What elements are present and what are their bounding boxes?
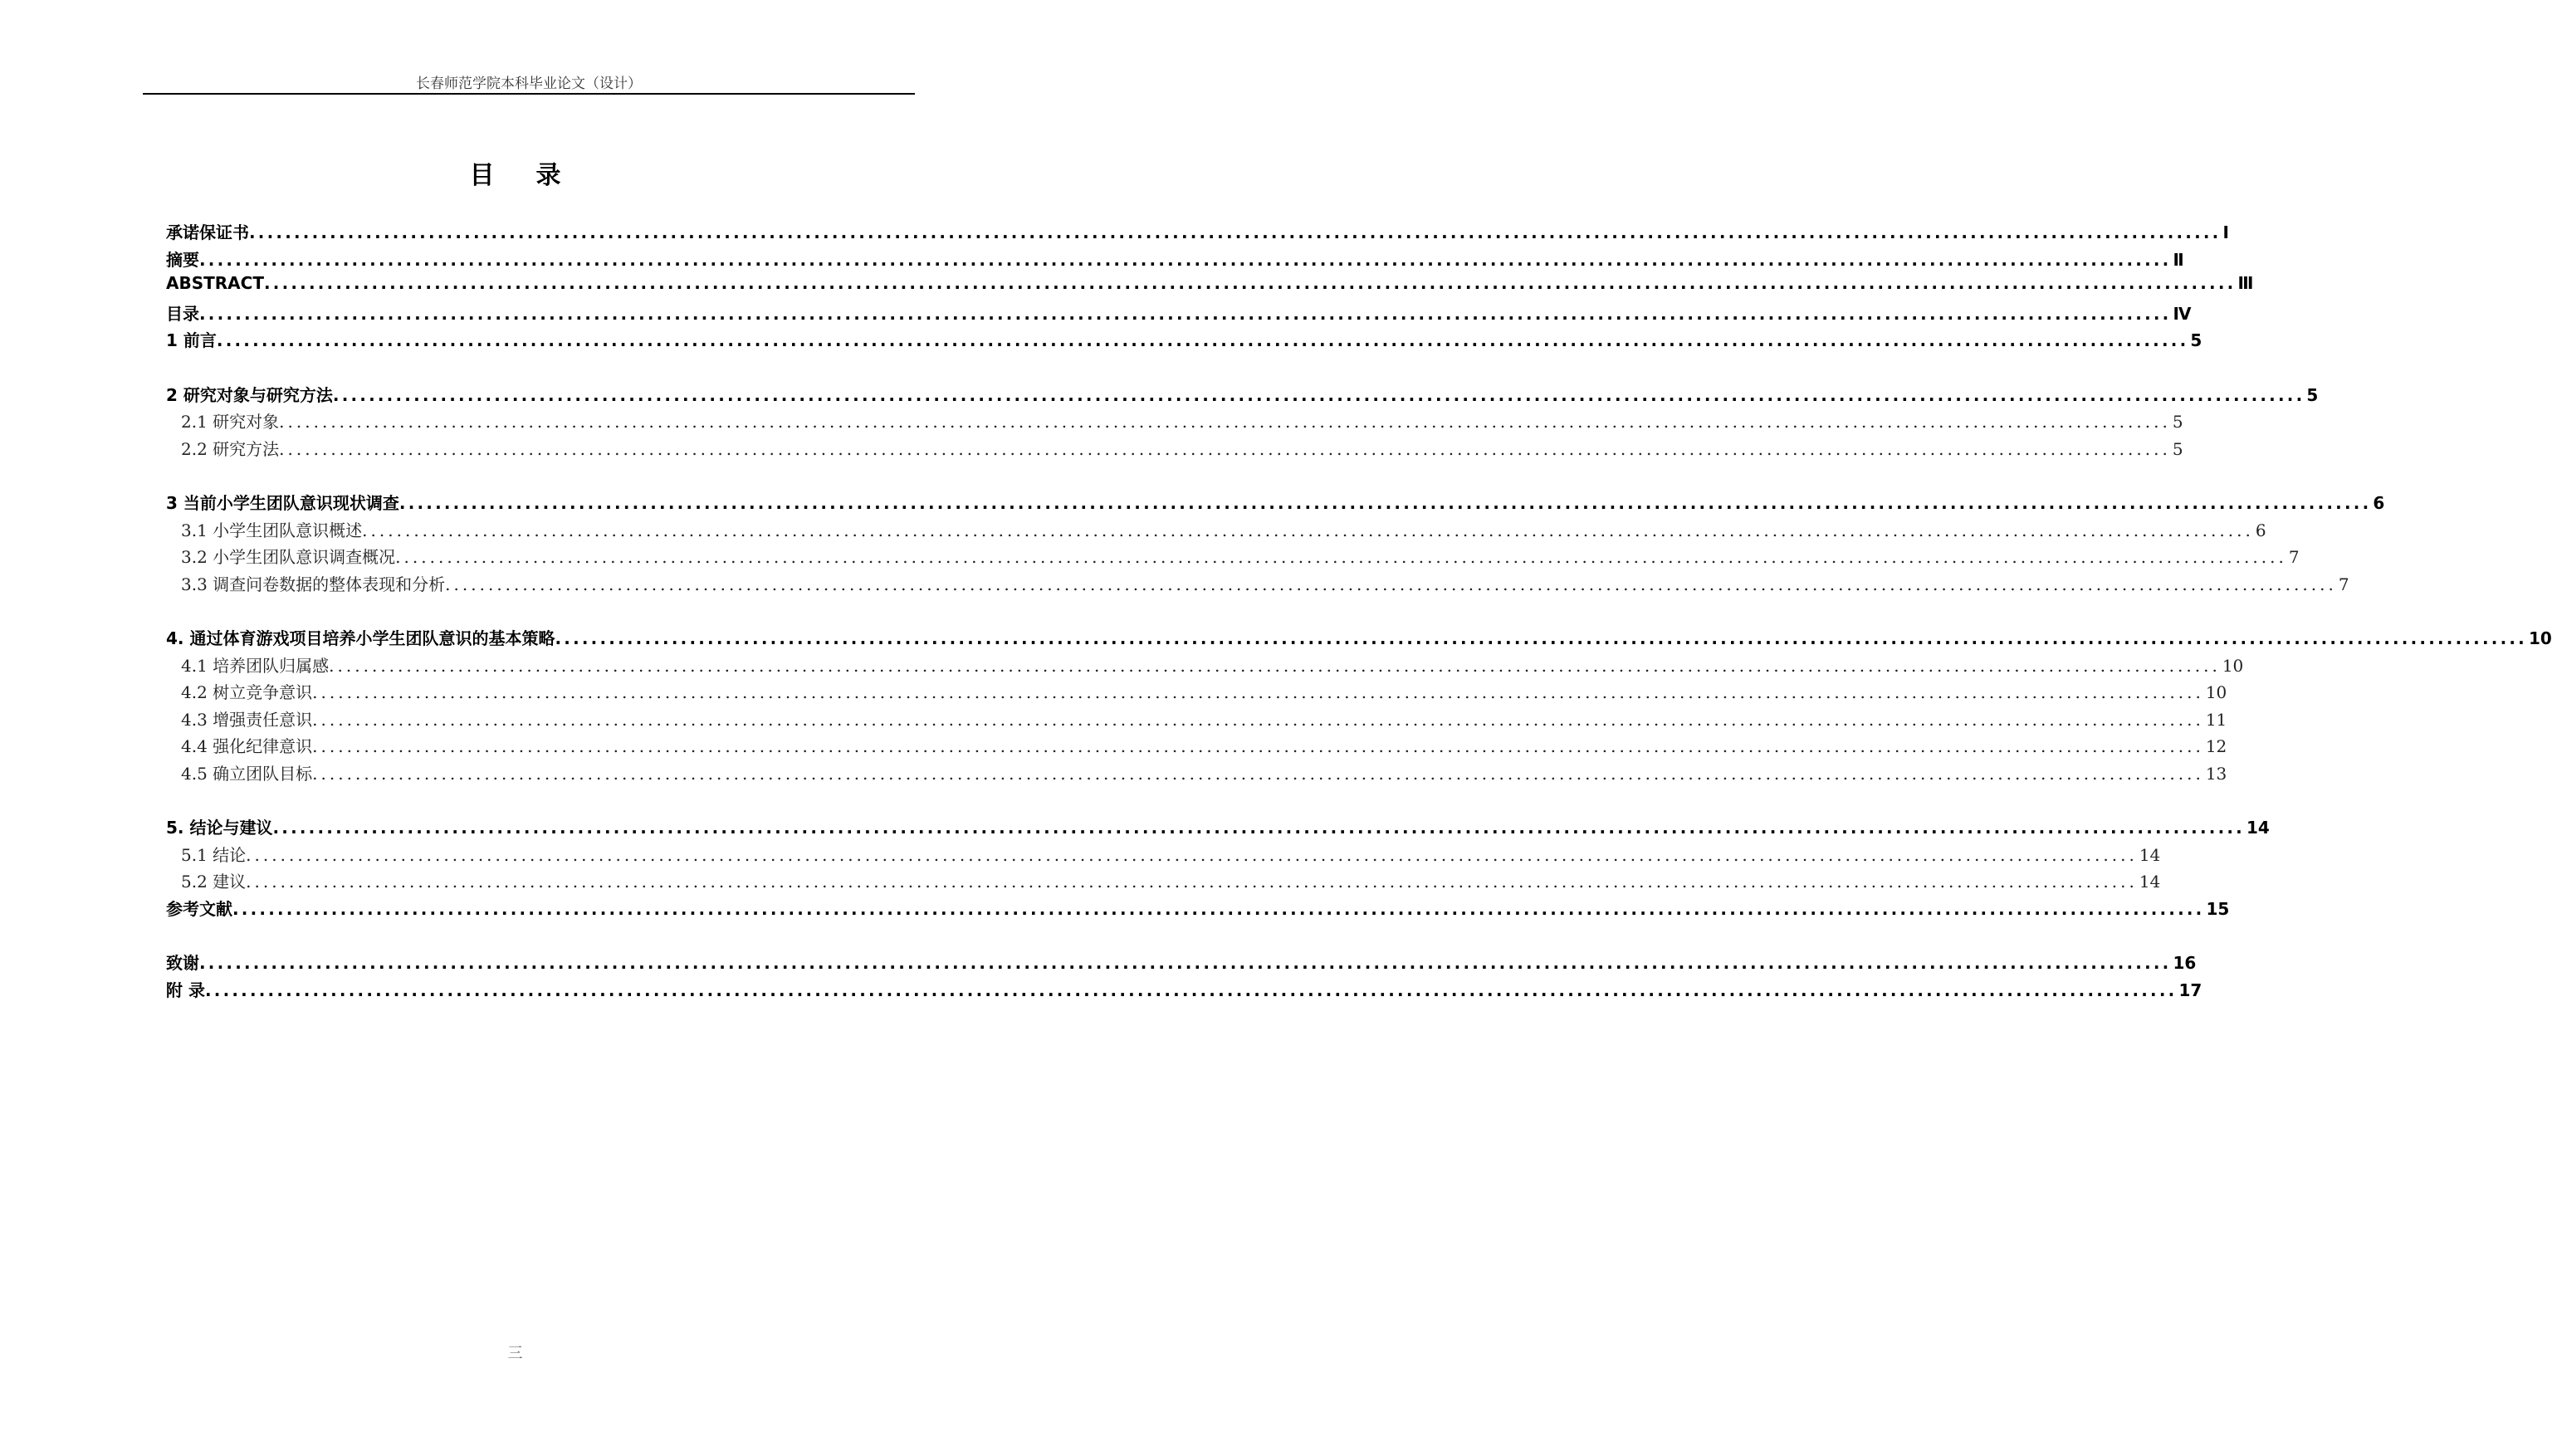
toc-leader-dots: ............................................................................................................................................................................................................................	[246, 844, 2138, 865]
toc-entry-page: 6	[2373, 493, 2385, 513]
toc-entry[interactable]	[166, 868, 2161, 896]
toc-entry[interactable]	[166, 706, 2227, 734]
toc-entry-label: 2.2 研究方法	[181, 438, 280, 459]
toc-leader-dots: ............................................................................................................................................................................................................................	[204, 980, 2178, 1000]
toc-entry[interactable]	[166, 382, 2319, 409]
toc-entry-page: 14	[2139, 844, 2161, 865]
toc-entry-page: Ⅱ	[2173, 249, 2184, 270]
toc-entry-page: 14	[2139, 872, 2161, 892]
page-number: 三	[507, 1345, 523, 1362]
toc-entry-page: 12	[2205, 736, 2227, 756]
toc-entry-page: Ⅰ	[2222, 222, 2229, 242]
toc-leader-dots: ............................................................................................................................................................................................................................	[216, 330, 2189, 350]
toc-entry[interactable]	[166, 814, 2270, 842]
toc-entry[interactable]	[166, 436, 2183, 463]
toc-leader-dots: ............................................................................................................................................................................................................................	[329, 655, 2221, 676]
toc-entry-label: 4.2 树立竞争意识	[181, 682, 313, 702]
toc-entry-label: 3.1 小学生团队意识概述	[181, 520, 363, 540]
toc-entry-label: 附 录	[166, 980, 205, 1000]
toc-leader-dots: ............................................................................................................................................................................................................................	[445, 574, 2337, 594]
toc-entry-page: 7	[2288, 547, 2300, 567]
toc-entry[interactable]	[166, 625, 2552, 652]
toc-leader-dots: ............................................................................................................................................................................................................................	[279, 412, 2171, 432]
toc-entry-label: 目录	[166, 303, 199, 324]
toc-entry-page: 7	[2338, 574, 2349, 594]
toc-entry[interactable]	[166, 652, 2244, 680]
toc-entry-page: 11	[2205, 709, 2227, 730]
toc-entry-page: 5	[2190, 330, 2202, 350]
toc-entry[interactable]	[166, 300, 2192, 328]
toc-entry-label: ABSTRACT	[166, 273, 264, 293]
toc-entry[interactable]	[166, 544, 2300, 571]
toc-entry[interactable]	[166, 219, 2229, 247]
toc-entry-page: 5	[2306, 384, 2319, 405]
toc-entry-page: 17	[2178, 980, 2202, 1000]
toc-entry-page: 5	[2172, 412, 2183, 432]
toc-leader-dots: ............................................................................................................................................................................................................................	[312, 736, 2204, 756]
toc-entry[interactable]	[166, 679, 2227, 706]
toc-leader-dots: ............................................................................................................................................................................................................................	[246, 872, 2138, 892]
toc-entry-page: 5	[2172, 438, 2183, 459]
toc-leader-dots: ............................................................................................................................................................................................................................	[272, 818, 2245, 838]
toc-leader-dots: ............................................................................................................................................................................................................................	[312, 682, 2204, 702]
toc-entry[interactable]	[166, 733, 2227, 760]
page-title: 目录	[469, 161, 603, 190]
toc-entry[interactable]	[166, 247, 2184, 274]
toc-entry-label: 4.1 培养团队归属感	[181, 655, 330, 676]
toc-entry-page: 13	[2205, 763, 2227, 784]
toc-leader-dots: ............................................................................................................................................................................................................................	[398, 493, 2372, 513]
toc-leader-dots: ............................................................................................................................................................................................................................	[362, 520, 2254, 540]
toc-entry-page: 10	[2205, 682, 2227, 702]
toc-entry[interactable]	[166, 517, 2266, 545]
toc-entry-label: 4.4 强化纪律意识	[181, 736, 313, 756]
toc-entry-label: 参考文献	[166, 898, 232, 919]
toc-entry-page: 10	[2528, 628, 2552, 648]
table-of-contents	[166, 219, 2552, 1004]
toc-entry[interactable]	[166, 760, 2227, 788]
toc-entry[interactable]	[166, 977, 2202, 1004]
toc-entry[interactable]	[166, 842, 2161, 869]
toc-entry-label: 5.1 结论	[181, 844, 247, 865]
toc-entry-page: 16	[2173, 953, 2197, 973]
toc-entry-label: 4.5 确立团队目标	[181, 763, 313, 784]
toc-entry-page: 14	[2246, 818, 2270, 838]
toc-entry-label: 3.3 调查问卷数据的整体表现和分析	[181, 574, 446, 594]
toc-leader-dots: ............................................................................................................................................................................................................................	[199, 303, 2172, 324]
toc-entry-label: 4. 通过体育游戏项目培养小学生团队意识的基本策略	[166, 628, 555, 648]
toc-leader-dots: ............................................................................................................................................................................................................................	[555, 628, 2527, 648]
toc-entry-label: 5. 结论与建议	[166, 818, 273, 838]
toc-entry[interactable]	[166, 273, 2254, 300]
toc-leader-dots: ............................................................................................................................................................................................................................	[263, 273, 2237, 293]
toc-leader-dots: ............................................................................................................................................................................................................................	[199, 249, 2172, 270]
header-rule	[143, 93, 915, 95]
toc-entry[interactable]	[166, 327, 2202, 354]
toc-entry-page: 10	[2222, 655, 2244, 676]
toc-entry[interactable]	[166, 950, 2197, 977]
toc-entry[interactable]	[166, 896, 2230, 923]
toc-entry[interactable]	[166, 490, 2385, 517]
toc-leader-dots: ............................................................................................................................................................................................................................	[279, 438, 2171, 459]
toc-entry-label: 致谢	[166, 953, 199, 973]
toc-entry-page: Ⅲ	[2237, 273, 2254, 293]
toc-leader-dots: ............................................................................................................................................................................................................................	[312, 763, 2204, 784]
toc-entry-label: 4.3 增强责任意识	[181, 709, 313, 730]
toc-entry-page: Ⅳ	[2173, 303, 2192, 324]
toc-entry-label: 3 当前小学生团队意识现状调查	[166, 493, 399, 513]
toc-leader-dots: ............................................................................................................................................................................................................................	[199, 953, 2172, 973]
toc-entry-label: 2.1 研究对象	[181, 412, 280, 432]
toc-leader-dots: ............................................................................................................................................................................................................................	[312, 709, 2204, 730]
toc-entry[interactable]	[166, 408, 2183, 436]
toc-entry-page: 6	[2255, 520, 2266, 540]
toc-entry-label: 摘要	[166, 249, 199, 270]
toc-leader-dots: ............................................................................................................................................................................................................................	[232, 898, 2205, 919]
toc-entry-label: 5.2 建议	[181, 872, 247, 892]
running-header: 长春师范学院本科毕业论文（设计）	[416, 76, 642, 92]
toc-leader-dots: ............................................................................................................................................................................................................................	[332, 384, 2305, 405]
toc-entry-label: 2 研究对象与研究方法	[166, 384, 333, 405]
toc-entry[interactable]	[166, 571, 2349, 599]
toc-entry-label: 承诺保证书	[166, 222, 249, 242]
toc-entry-page: 15	[2206, 898, 2230, 919]
toc-entry-label: 1 前言	[166, 330, 217, 350]
toc-entry-label: 3.2 小学生团队意识调查概况	[181, 547, 396, 567]
toc-leader-dots: ............................................................................................................................................................................................................................	[395, 547, 2287, 567]
toc-leader-dots: ............................................................................................................................................................................................................................	[249, 222, 2222, 242]
